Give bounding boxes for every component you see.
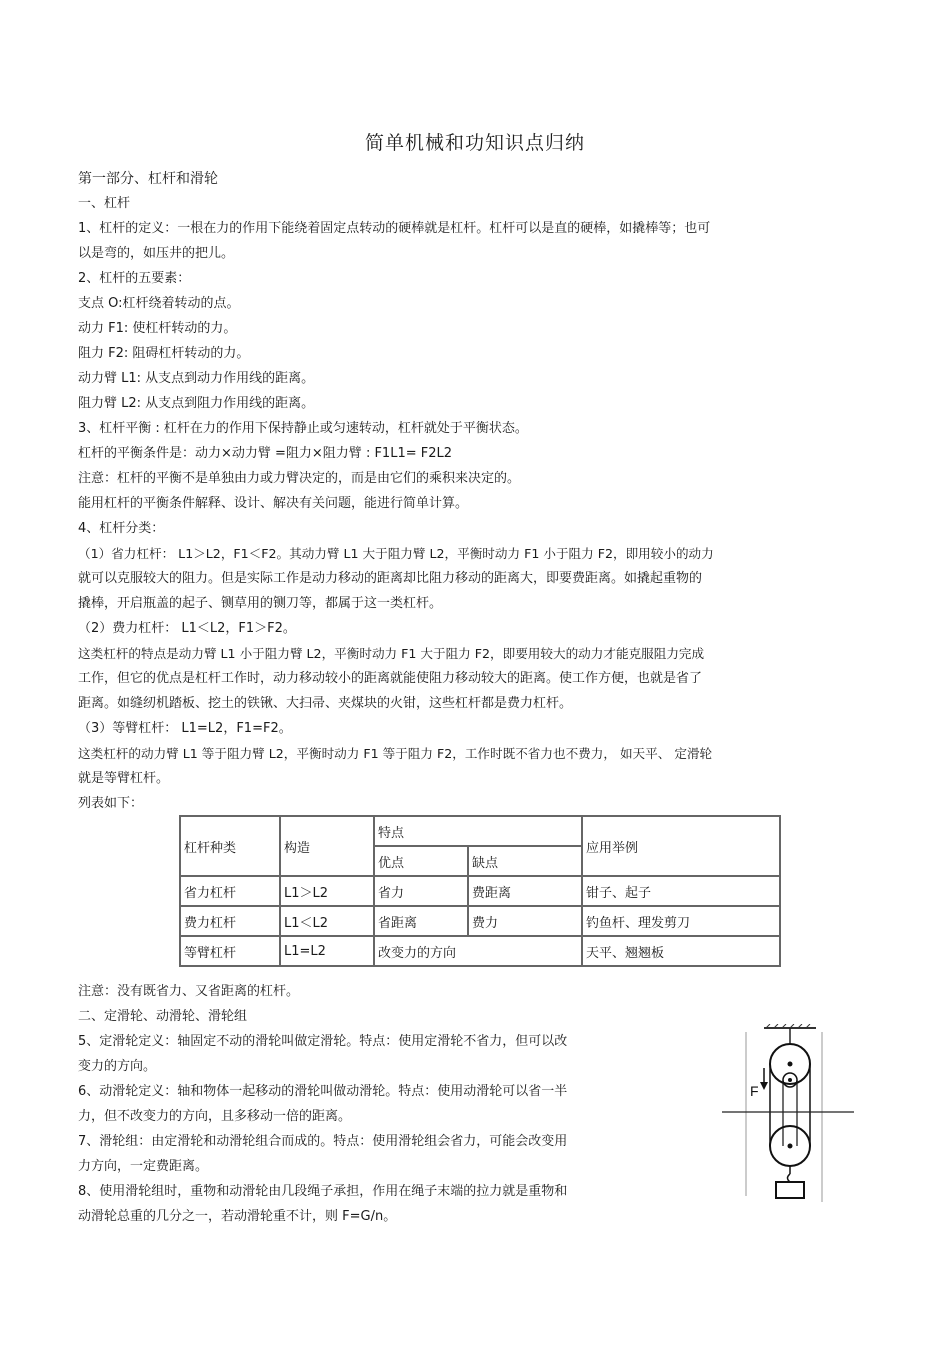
- table-cell: L1=L2: [280, 936, 374, 966]
- element-effort-arm: 动力臂 L1: 从支点到动力作用线的距离。: [78, 371, 315, 386]
- table-header-type: 杠杆种类: [180, 816, 280, 876]
- paragraph-3b: 杠杆的平衡条件是：动力×动力臂 =阻力×阻力臂 : F1L1= F2L2: [78, 446, 453, 461]
- section-heading-1: 第一部分、杠杆和滑轮: [78, 171, 218, 187]
- table-row: [180, 876, 780, 906]
- table-cell: 改变力的方向: [374, 936, 582, 966]
- paragraph-7b: 力方向，一定费距离。: [78, 1159, 209, 1174]
- table-cell: 钓鱼杆、理发剪刀: [582, 906, 780, 936]
- paragraph-3d: 能用杠杆的平衡条件解释、设计、解决有关问题，能进行简单计算。: [78, 496, 469, 511]
- paragraph-3: 3、杠杆平衡 : 杠杆在力的作用下保持静止或匀速转动，杠杆就处于平衡状态。: [78, 421, 528, 436]
- table-row: [180, 936, 780, 966]
- paragraph-1b: 以是弯的，如压井的把儿。: [78, 246, 235, 261]
- force-label: F: [750, 1083, 759, 1099]
- table-cell: L1＞L2: [280, 876, 374, 906]
- paragraph-4b2: 这类杠杆的特点是动力臂 L1 小于阻力臂 L2，平衡时动力 F1 大于阻力 F2，即要用较大的动力才能克服阻力完成: [78, 646, 705, 661]
- table-header-example: 应用举例: [582, 816, 780, 876]
- ceiling-hatch: [764, 1024, 816, 1028]
- page-title: 简单机械和功知识点归纳: [364, 132, 585, 154]
- table-cell: 费力杠杆: [180, 906, 280, 936]
- paragraph-4c2: 这类杠杆的动力臂 L1 等于阻力臂 L2，平衡时动力 F1 等于阻力 F2，工作时既不省力也不费力， 如天平、 定滑轮: [78, 746, 713, 761]
- table-header-disadvantage: 缺点: [468, 846, 582, 876]
- paragraph-4: 4、杠杆分类：: [78, 521, 165, 536]
- subheading-pulleys: 二、定滑轮、动滑轮、滑轮组: [78, 1009, 248, 1024]
- paragraph-4b4: 距离。如缝纫机踏板、挖土的铁锹、大扫帚、夹煤块的火钳，这些杠杆都是费力杠杆。: [78, 696, 573, 711]
- subheading-lever: 一、杠杆: [78, 196, 131, 211]
- table-header-feature: 特点: [374, 816, 582, 846]
- paragraph-4a2: 就可以克服较大的阻力。但是实际工作是动力移动的距离却比阻力移动的距离大，即要费距离。如撬起重物的: [78, 571, 703, 586]
- paragraph-4c3: 就是等臂杠杆。: [78, 771, 170, 786]
- paragraph-2: 2、杠杆的五要素：: [78, 271, 191, 286]
- paragraph-3c: 注意：杠杆的平衡不是单独由力或力臂决定的，而是由它们的乘积来决定的。: [78, 471, 521, 486]
- paragraph-4b1: （2）费力杠杆： L1＜L2，F1＞F2。: [78, 621, 296, 636]
- paragraph-6a: 6、动滑轮定义：轴和物体一起移动的滑轮叫做动滑轮。特点：使用动滑轮可以省一半: [78, 1084, 568, 1099]
- lever-table: [179, 815, 781, 967]
- pulley-system-figure: [722, 1024, 854, 1202]
- table-cell: 钳子、起子: [582, 876, 780, 906]
- table-cell: 省力杠杆: [180, 876, 280, 906]
- table-cell: 费力: [468, 906, 582, 936]
- element-resistance: 阻力 F2: 阻碍杠杆转动的力。: [78, 346, 250, 361]
- weight-block: [776, 1182, 804, 1198]
- paragraph-4a1: （1）省力杠杆： L1＞L2，F1＜F2。其动力臂 L1 大于阻力臂 L2，平衡时动力 F1 小于阻力 F2，即用较小的动力: [78, 546, 714, 561]
- element-effort: 动力 F1: 使杠杆转动的力。: [78, 321, 237, 336]
- note-no-ideal-lever: 注意：没有既省力、又省距离的杠杆。: [78, 984, 300, 999]
- paragraph-8a: 8、使用滑轮组时，重物和动滑轮由几段绳子承担，作用在绳子末端的拉力就是重物和: [78, 1184, 568, 1199]
- element-fulcrum: 支点 O:杠杆绕着转动的点。: [78, 296, 240, 311]
- paragraph-5a: 5、定滑轮定义：轴固定不动的滑轮叫做定滑轮。特点：使用定滑轮不省力，但可以改: [78, 1034, 568, 1049]
- paragraph-7a: 7、滑轮组：由定滑轮和动滑轮组合而成的。特点：使用滑轮组会省力，可能会改变用: [78, 1134, 568, 1149]
- paragraph-6b: 力，但不改变力的方向，且多移动一倍的距离。: [78, 1109, 352, 1124]
- table-header-advantage: 优点: [374, 846, 468, 876]
- paragraph-1a: 1、杠杆的定义：一根在力的作用下能绕着固定点转动的硬棒就是杠杆。杠杆可以是直的硬棒，如撬棒等；也可: [78, 221, 711, 236]
- table-cell: 等臂杠杆: [180, 936, 280, 966]
- table-cell: 省距离: [374, 906, 468, 936]
- table-cell: 省力: [374, 876, 468, 906]
- element-resistance-arm: 阻力臂 L2: 从支点到阻力作用线的距离。: [78, 396, 315, 411]
- table-cell: 费距离: [468, 876, 582, 906]
- paragraph-4d: 列表如下：: [78, 796, 144, 811]
- table-cell: L1＜L2: [280, 906, 374, 936]
- table-cell: 天平、翘翘板: [582, 936, 780, 966]
- table-header-structure: 构造: [280, 816, 374, 876]
- paragraph-8b: 动滑轮总重的几分之一，若动滑轮重不计，则 F=G/n。: [78, 1209, 397, 1224]
- paragraph-5b: 变力的方向。: [78, 1059, 157, 1074]
- paragraph-4c1: （3）等臂杠杆： L1=L2，F1=F2。: [78, 721, 292, 736]
- table-row: [180, 906, 780, 936]
- paragraph-4a3: 撬棒，开启瓶盖的起子、铡草用的铡刀等，都属于这一类杠杆。: [78, 596, 443, 611]
- paragraph-4b3: 工作，但它的优点是杠杆工作时，动力移动较小的距离就能使阻力移动较大的距离。使工作方便，也就是省了: [78, 671, 703, 686]
